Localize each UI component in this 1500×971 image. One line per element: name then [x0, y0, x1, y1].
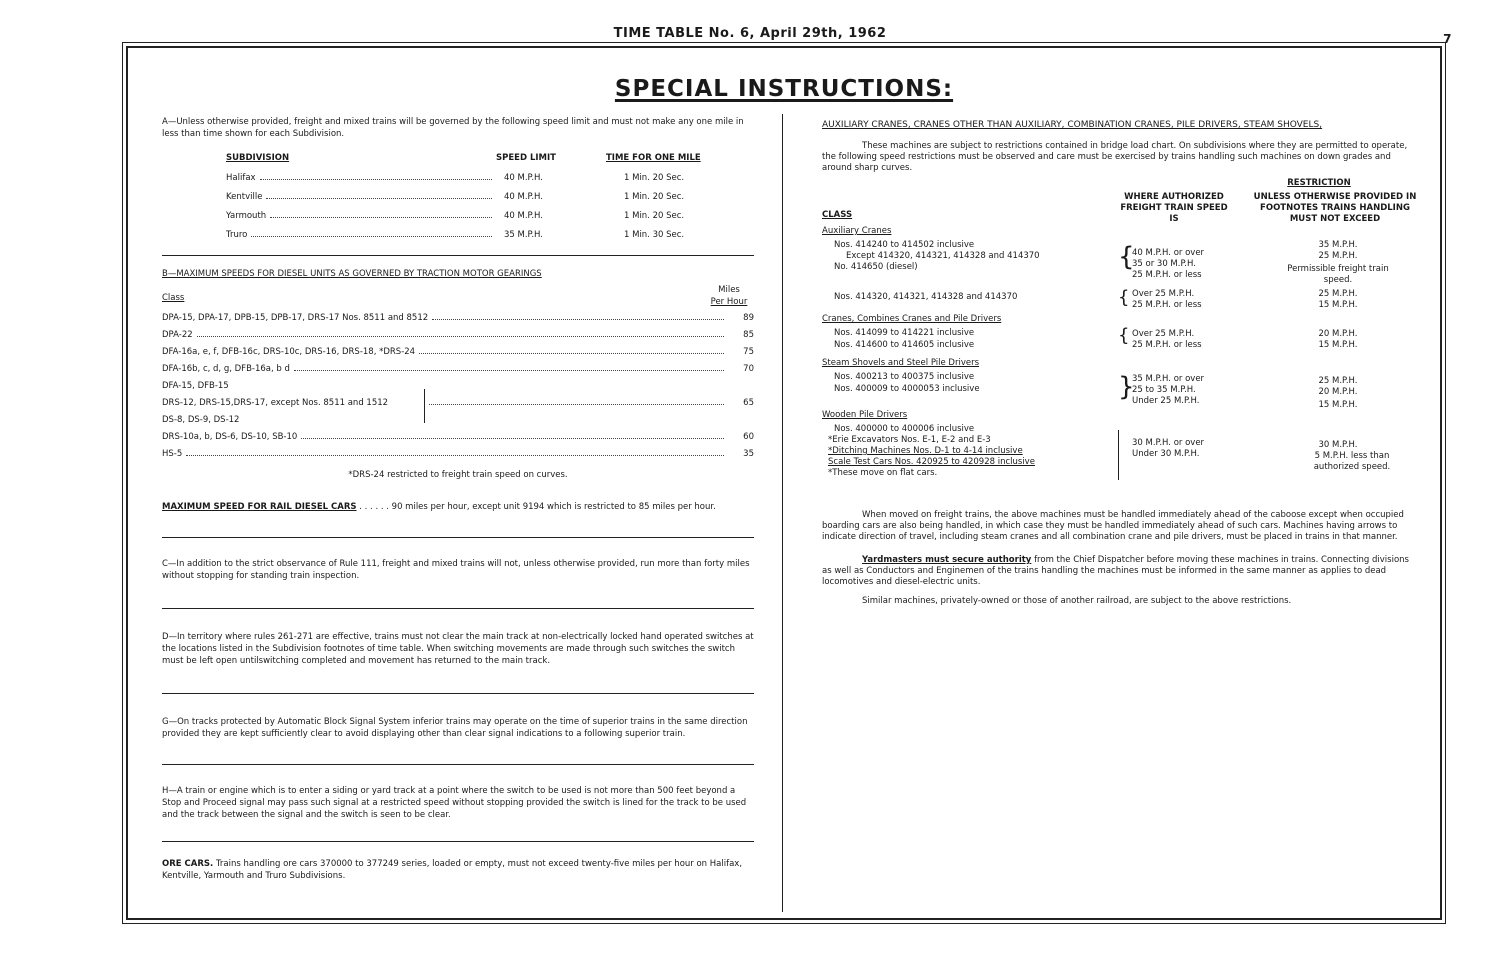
drs24-note: *DRS-24 restricted to freight train speed on curves. [348, 470, 568, 480]
table-row: Yarmouth 40 M.P.H. 1 Min. 20 Sec. [226, 211, 685, 221]
divider [162, 537, 754, 538]
similar-machines-text: Similar machines, privately-owned or those of another railroad, are subject to the above restrictions. [862, 596, 1292, 606]
col-class: Class [162, 293, 185, 303]
divider [162, 608, 754, 609]
list-item: Nos. 414320, 414321, 414328 and 414370 [834, 292, 1018, 302]
table-row: Kentville 40 M.P.H. 1 Min. 20 Sec. [226, 192, 685, 202]
page-title: SPECIAL INSTRUCTIONS: [614, 76, 954, 102]
brace-line [1118, 430, 1119, 480]
list-item: Over 25 M.P.H. [1132, 289, 1195, 299]
ore-cars-text: ORE CARS. Trains handling ore cars 370000 to 377249 series, loaded or empty, must not exceed twenty-five miles per hour on Halifax, Kentville, Yarmouth and Truro Subdivisions. [162, 859, 743, 881]
brace: } [1118, 372, 1135, 402]
list-item: Nos. 400213 to 400375 inclusive [834, 372, 975, 382]
moved-on-freight-text: When moved on freight trains, the above machines must be handled immediately ahead of the caboose except when occupied boarding cars are also being handled, in which case they must be handled immediately ahead of such cars. Machines having arrows to indicate direction of travel, including steam cranes and all combination crane and pile drivers, must be placed in trains in that manner. [822, 510, 1404, 542]
list-item: HS-5 35 [162, 449, 754, 459]
table-row: Halifax 40 M.P.H. 1 Min. 20 Sec. [226, 173, 685, 183]
list-item: 15 M.P.H. [1318, 300, 1358, 310]
brace: { [1118, 325, 1130, 346]
list-item: Except 414320, 414321, 414328 and 414370 [846, 251, 1040, 261]
list-item: DFA-16a, e, f, DFB-16c, DRS-10c, DRS-16, DRS-18, *DRS-24 75 [162, 347, 754, 357]
page-frame [126, 46, 1442, 920]
col-time-one-mile: TIME FOR ONE MILE [606, 153, 701, 163]
list-item: 20 M.P.H. [1318, 387, 1358, 397]
divider [162, 693, 754, 694]
page-number: 7 [1443, 32, 1452, 46]
subdivision-table [226, 152, 746, 241]
col-subdivision: SUBDIVISION [226, 153, 290, 163]
left-column [162, 116, 754, 882]
section-d-text: D—In territory where rules 261-271 are effective, trains must not clear the main track at non-electrically locked hand operated switches at the locations listed in the Subdivision footnotes of time table. When switching movements are made through such switches the switch must be left open untilswitching completed and movement has returned to the main track. [162, 632, 754, 666]
section-g-text: G—On tracks protected by Automatic Block Signal System inferior trains may operate on the time of superior trains in the same direction provided they are kept sufficiently clear to avoid displaying other than clear signal indications to a following superior train. [162, 717, 748, 739]
list-item: 25 to 35 M.P.H. [1132, 385, 1196, 395]
machines-intro: These machines are subject to restrictions contained in bridge load chart. On subdivisions where they are permitted to operate, the following speed restrictions must be observed and care must be exercised by trains handling such machines on down grades and around sharp curves. [822, 141, 1408, 173]
brace: { [1118, 287, 1130, 308]
right-column [822, 120, 1418, 607]
list-item: Nos. 414240 to 414502 inclusive [834, 240, 975, 250]
divider [162, 764, 754, 765]
page-header [0, 26, 1500, 46]
list-item: DPA-22 85 [162, 330, 754, 340]
list-item: Permissible freight train speed. [1287, 264, 1389, 285]
list-item: 25 M.P.H. or less [1132, 270, 1202, 280]
col-class: CLASS [822, 210, 853, 220]
list-item: Nos. 414600 to 414605 inclusive [834, 340, 975, 350]
list-item: DRS-12, DRS-15,DRS-17, except Nos. 8511 and 1512 65 [162, 397, 754, 414]
col-speed-limit: SPEED LIMIT [496, 153, 556, 163]
divider [162, 841, 754, 842]
col-restriction: RESTRICTION [1287, 178, 1351, 188]
list-item: Over 25 M.P.H. [1132, 329, 1195, 339]
table-row: Truro 35 M.P.H. 1 Min. 30 Sec. [226, 230, 685, 240]
list-item: 35 M.P.H. [1318, 240, 1358, 250]
column-divider [782, 114, 783, 912]
section-a-text: A—Unless otherwise provided, freight and mixed trains will be governed by the following speed limit and must not make any one mile in less than time shown for each Subdivision. [162, 117, 744, 139]
divider [162, 255, 754, 256]
list-item: *Erie Excavators Nos. E-1, E-2 and E-3 [828, 435, 991, 445]
list-item: 5 M.P.H. less than authorized speed. [1313, 451, 1391, 472]
group-wooden-pile-drivers: Wooden Pile Drivers [822, 410, 908, 420]
list-item: 25 M.P.H. [1318, 376, 1358, 386]
col-unless-otherwise: UNLESS OTHERWISE PROVIDED IN FOOTNOTES TRAINS HANDLING MUST NOT EXCEED [1253, 192, 1417, 224]
list-item: *These move on flat cars. [828, 468, 938, 478]
group-auxiliary-cranes: Auxiliary Cranes [822, 226, 892, 236]
section-c-text: C—In addition to the strict observance of Rule 111, freight and mixed trains will not, unless otherwise provided, run more than forty miles without stopping for standing train inspection. [162, 559, 750, 581]
list-item: Under 30 M.P.H. [1132, 449, 1200, 459]
list-item: DFA-16b, c, d, g, DFB-16a, b d 70 [162, 364, 754, 374]
list-item: *Ditching Machines Nos. D-1 to 4-14 inclusive [828, 446, 1023, 456]
list-item: 20 M.P.H. [1318, 329, 1358, 339]
list-item: 35 M.P.H. or over [1132, 374, 1205, 384]
list-item: 30 M.P.H. or over [1132, 438, 1205, 448]
list-item: 25 M.P.H. [1318, 289, 1358, 299]
brace: { [1118, 242, 1135, 272]
col-where-authorized: WHERE AUTHORIZED FREIGHT TRAIN SPEED IS [1120, 192, 1228, 224]
list-item: DPA-15, DPA-17, DPB-15, DPB-17, DRS-17 Nos. 8511 and 8512 89 [162, 313, 754, 323]
list-item: Under 25 M.P.H. [1132, 396, 1200, 406]
timetable-title: TIME TABLE No. 6, April 29th, 1962 [613, 26, 887, 41]
restriction-table [822, 178, 1418, 508]
group-steam-shovels: Steam Shovels and Steel Pile Drivers [822, 358, 980, 368]
list-item: DFA-15, DFB-15 [162, 381, 229, 391]
yardmasters-text: Yardmasters must secure authority from the Chief Dispatcher before moving these machines in trains. Connecting divisions as well as Conductors and Enginemen of the trains handling the machines must be informed in the same manner as applies to dead locomotives and diesel-electric units. [822, 555, 1409, 587]
list-item: Nos. 400000 to 400006 inclusive [834, 424, 975, 434]
list-item: 35 or 30 M.P.H. [1132, 259, 1196, 269]
list-item: No. 414650 (diesel) [834, 262, 918, 272]
list-item: 25 M.P.H. or less [1132, 300, 1202, 310]
section-b-title: B—MAXIMUM SPEEDS FOR DIESEL UNITS AS GOVERNED BY TRACTION MOTOR GEARINGS [162, 269, 542, 279]
list-item: Scale Test Cars Nos. 420925 to 420928 inclusive [828, 457, 1035, 467]
list-item: 30 M.P.H. [1318, 440, 1358, 450]
list-item: 25 M.P.H. [1318, 251, 1358, 261]
list-item: Nos. 414099 to 414221 inclusive [834, 328, 975, 338]
list-item: Nos. 400009 to 4000053 inclusive [834, 384, 980, 394]
section-h-text: H—A train or engine which is to enter a siding or yard track at a point where the switch to be used is not more than 500 feet beyond a Stop and Proceed signal may pass such signal at a restricted speed without stopping provided the switch is lined for the track to be used and the track between the signal and the switch is seen to be clear. [162, 786, 747, 820]
group-cranes: Cranes, Combines Cranes and Pile Drivers [822, 314, 1002, 324]
diesel-speed-list [162, 312, 754, 465]
list-item: DRS-10a, b, DS-6, DS-10, SB-10 60 [162, 432, 754, 442]
list-item: 25 M.P.H. or less [1132, 340, 1202, 350]
list-item: 15 M.P.H. [1318, 400, 1358, 410]
col-miles-per-hour: Miles Per Hour [710, 285, 748, 307]
list-item: 40 M.P.H. or over [1132, 248, 1205, 258]
list-item: DS-8, DS-9, DS-12 [162, 415, 240, 425]
machines-heading: AUXILIARY CRANES, CRANES OTHER THAN AUXILIARY, COMBINATION CRANES, PILE DRIVERS, STEAM SHOVELS, [822, 120, 1323, 130]
list-item: 15 M.P.H. [1318, 340, 1358, 350]
rail-diesel-cars: MAXIMUM SPEED FOR RAIL DIESEL CARS . . . . . . 90 miles per hour, except unit 9194 which is restricted to 85 miles per hour. [162, 502, 716, 512]
